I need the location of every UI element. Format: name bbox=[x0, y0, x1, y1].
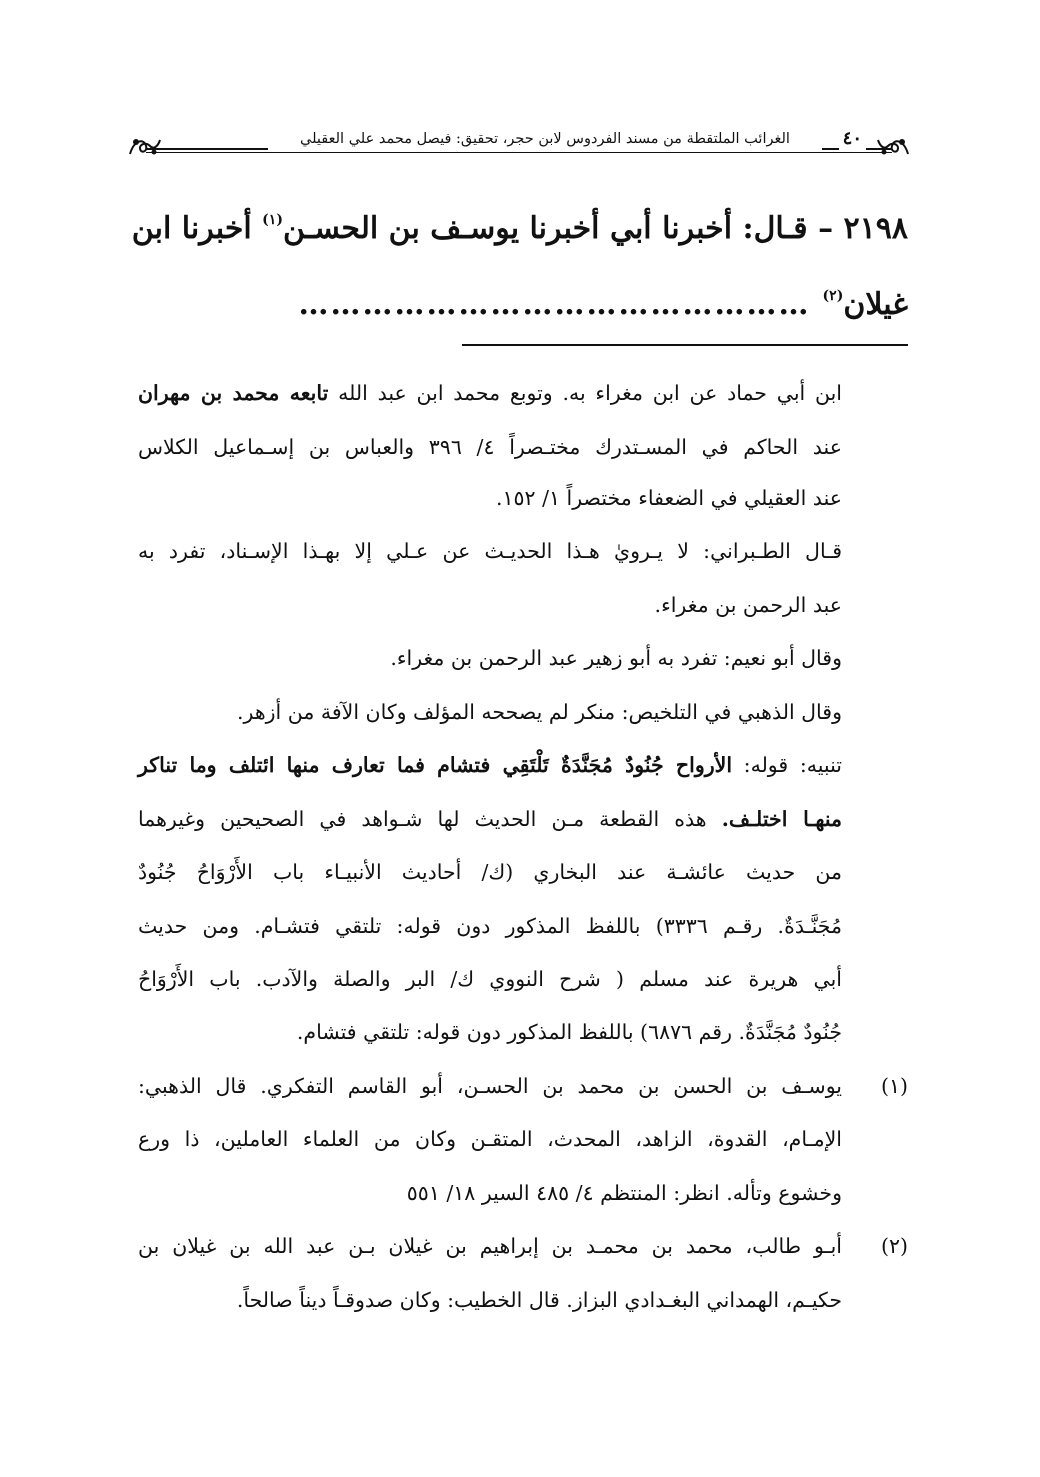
header-rule-thin bbox=[146, 152, 892, 153]
left-ornament-icon bbox=[128, 132, 162, 160]
commentary-line: ابن أبي حماد عن ابن مغراء به. وتوبع محمد ابن عبد الله تابعه محمد بن مهران bbox=[138, 381, 843, 405]
commentary-line: عند الحاكم في المسـتدرك مختـصراً ٤/ ٣٩٦ والعباس بن إسـماعيل الكلاس bbox=[138, 435, 842, 459]
bold-phrase: تابعه محمد بن مهران bbox=[138, 381, 329, 405]
hadith-narrator: غيلان bbox=[843, 287, 908, 322]
footnote-1-line: الإمـام، القدوة، الزاهد، المحدث، المتقـن وكان من العلماء العاملين، ذا ورع bbox=[138, 1127, 842, 1151]
commentary-line: وقال أبو نعيم: تفرد به أبو زهير عبد الرحمن بن مغراء. bbox=[390, 646, 842, 670]
hadith-chain-text: – قـال: أخبرنا أبي أخبرنا يوسـف بن الحسـن bbox=[282, 211, 844, 246]
footnote-number-2: (٢) bbox=[880, 1234, 908, 1258]
missing-text-dots: ………………………………………… bbox=[298, 287, 811, 322]
bold-hadith-text: منهـا اختلـف. bbox=[721, 807, 842, 831]
commentary-line: عبد الرحمن بن مغراء. bbox=[654, 593, 842, 617]
footnote-1-line: وخشوع وتأله. انظر: المنتظم ٤/ ٤٨٥ السير ١٨/ ٥٥١ bbox=[406, 1181, 842, 1205]
commentary-line: وقال الذهبي في التلخيص: منكر لم يصححه المؤلف وكان الآفة من أزهر. bbox=[237, 700, 842, 724]
commentary-line: عند العقيلي في الضعفاء مختصراً ١/ ١٥٢. bbox=[496, 486, 842, 510]
commentary-line: مُجَنَّـدَةٌ. رقـم ٣٣٣٦) باللفظ المذكور دون قوله: تلتقي فتشـام. ومن حديث bbox=[138, 914, 842, 938]
hadith-line-2 bbox=[138, 272, 908, 320]
footnote-ref-1[interactable]: (١) bbox=[262, 212, 283, 228]
commentary-line: أبي هريرة عند مسلم ( شرح النووي ك/ البر والصلة والآدب. باب الأَرْوَاحُ bbox=[138, 967, 842, 991]
footnote-2-line: أبـو طالب، محمد بن محمـد بن إبراهيم بن غيلان بـن عبد الله بن غيلان بن bbox=[138, 1234, 842, 1258]
commentary-line: من حديث عائشـة عند البخاري (ك/ أحاديث الأنبيـاء باب الأَرْوَاحُ جُنُودٌ bbox=[138, 860, 842, 884]
bold-hadith-text: الأرواح جُنُودٌ مُجَنَّدَةٌ تَلْتَقِي فتشام فما تعارف منها ائتلف وما تناكر bbox=[138, 753, 733, 777]
page-number: ٤٠ bbox=[839, 128, 866, 150]
hadith-number: ٢١٩٨ bbox=[843, 211, 908, 246]
commentary-line: منهـا اختلـف. هذه القطعة مـن الحديث لها شـواهد في الصحيحين وغيرهما bbox=[138, 807, 842, 831]
running-header bbox=[128, 128, 910, 162]
commentary-line: قـال الطـبراني: لا يـرويٰ هـذا الحديـث عن عـلي إلا بهـذا الإسـناد، تفرد به bbox=[138, 539, 842, 563]
footnote-ref-2[interactable]: (٢) bbox=[822, 288, 844, 304]
commentary-line: تنبيه: قوله: الأرواح جُنُودٌ مُجَنَّدَةٌ تَلْتَقِي فتشام فما تعارف منها ائتلف وما تناكر bbox=[138, 753, 842, 777]
footnote-number-1: (١) bbox=[880, 1074, 908, 1098]
hadith-line-1 bbox=[131, 196, 908, 246]
footnote-1-line: يوسـف بن الحسن بن محمد بن الحسـن، أبو القاسم التفكري. قال الذهبي: bbox=[138, 1074, 842, 1098]
footnote-separator bbox=[462, 344, 908, 346]
commentary-line: جُنُودٌ مُجَنَّدَةٌ. رقم ٦٨٧٦) باللفظ المذكور دون قوله: تلتقي فتشام. bbox=[296, 1020, 842, 1044]
header-title: الغرائب الملتقطة من مسند الفردوس لابن حجر، تحقيق: فيصل محمد علي العقيلي bbox=[268, 128, 822, 150]
footnote-2-line: حكيـم، الهمداني البغـدادي البزاز. قال الخطيب: وكان صدوقـاً ديناً صالحاً. bbox=[236, 1288, 842, 1312]
hadith-chain-tail: أخبرنا ابن bbox=[131, 211, 263, 246]
right-ornament-icon bbox=[876, 132, 910, 160]
